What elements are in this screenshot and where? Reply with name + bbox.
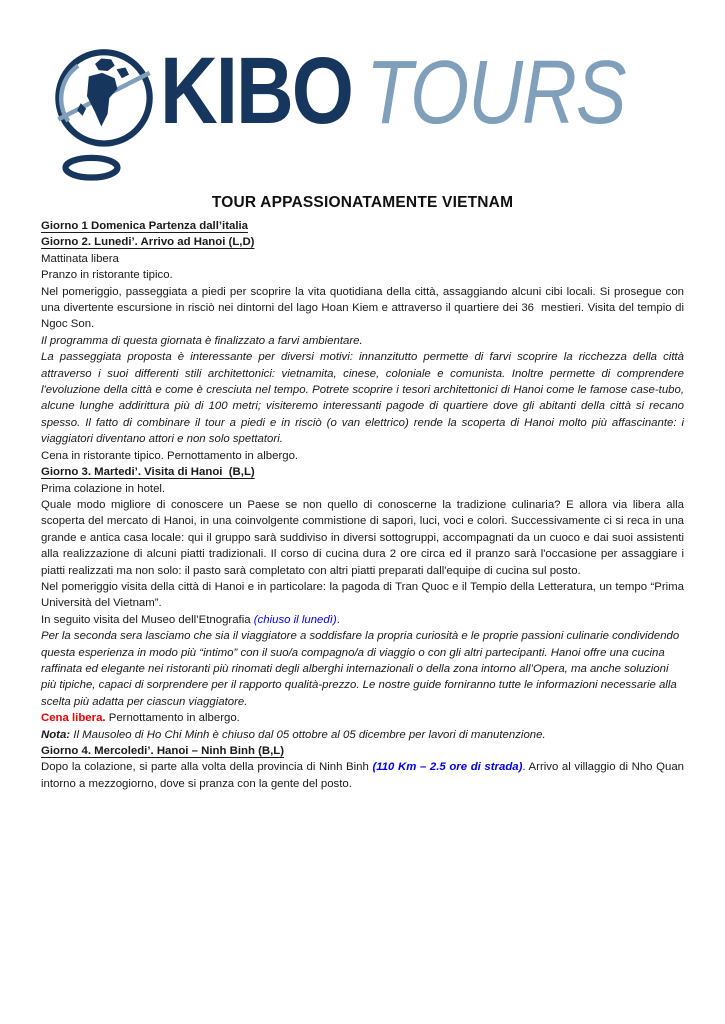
nota-label: Nota:: [41, 728, 71, 741]
brand-kibo: KIBO: [160, 38, 352, 144]
day3-afternoon-paragraph: Nel pomeriggio visita della città di Hanoi e in particolare: la pagoda di Tran Quoc e il Tempio della Letteratura, un tempo “Prima Università del Vietnam”.: [41, 580, 688, 610]
day4-heading: Giorno 4. Mercoledi’. Hanoi – Ninh Binh (B,L): [41, 745, 285, 757]
day3-breakfast-line: Prima colazione in hotel.: [41, 482, 166, 495]
day2-heading: Giorno 2. Lunedi’. Arrivo ad Hanoi (L,D): [41, 236, 255, 249]
distance-highlight: (110 Km – 2.5 ore di strada): [372, 761, 523, 774]
kibo-tours-logo: [0, 38, 725, 182]
free-dinner-highlight: Cena libera.: [41, 712, 106, 725]
day2-afternoon-paragraph: Nel pomeriggio, passeggiata a piedi per scoprire la vita quotidiana della città, assaggiando alcuni cibi locali. Si prosegue con una divertente escursione in risciò nei dintorni del lago Hoan Kiem e attraverso il quartiere dei 36 mestieri. Visita del tempio di Ngoc Son.: [41, 285, 688, 331]
nota-text: Il Mausoleo di Ho Chi Minh è chiuso dal 05 ottobre al 05 dicembre per lavori di manutenzione.: [70, 728, 546, 741]
day3-market-paragraph: Quale modo migliore di conoscere un Paese se non quello di conoscerne la tradizione culinaria? E allora via libera alla scoperta del mercato di Hanoi, in una coinvolgente commistione di sapori, luci, voci e colori. Successivamente ci si reca in una grande e antica casa locale: qui il gruppo sarà suddiviso in diversi sottogruppi, accompagnati da un cuoco e dai suoi assistenti alla realizzazione di alcuni piatti tradizionali. Il corso di cucina dura 2 ore circa ed il pranzo sarà l'occasione per assaggiare i piatti realizzati ma non solo: il pasto sarà completato con altri piatti preparati dall'equipe di cucina sul posto.: [41, 498, 688, 577]
day3-heading: Giorno 3. Martedi’. Visita di Hanoi (B,L): [41, 466, 255, 479]
museum-period: .: [336, 613, 340, 626]
day4-paragraph: [41, 759, 688, 792]
day1-heading: Giorno 1 Domenica Partenza dall’italia: [41, 220, 248, 232]
day3-museum-line: [41, 612, 684, 628]
globe-icon: [48, 46, 160, 182]
day2-note-body: La passeggiata proposta è interessante per diversi motivi: innanzitutto permette di farvi scoprire la ricchezza della città attraverso i suoi differenti stili architettonici: vietnamita, cinese, coloniale e comunista. Inoltre permette di comprendere l'evoluzione della città e come è cresciuta nel tempo. Potrete scoprire i tesori architettonici di Hanoi come le famose case-tubo, alcune lunghe addirittura più di 100 metri; visiteremo interessanti pagode di quartiere dove gli abitanti della città si recano spesso. Il fatto di combinare il tour a piedi e in risciò (o van elettrico) rende la scoperta di Hanoi molto più affascinante: i viaggiatori diventano attori e non solo spettatori.: [41, 351, 688, 446]
page-title: TOUR APPASSIONATAMENTE VIETNAM: [211, 194, 514, 211]
day2-lunch-line: Pranzo in ristorante tipico.: [41, 269, 173, 282]
day2-morning-line: Mattinata libera: [41, 252, 119, 265]
museum-text: In seguito visita del Museo dell’Etnografia: [41, 613, 254, 626]
day2-note-intro: Il programma di questa giornata è finalizzato a farvi ambientare.: [41, 334, 363, 347]
day3-evening-paragraph: Per la seconda sera lasciamo che sia il viaggiatore a soddisfare la propria curiosità e le proprie passioni culinarie condividendo questa esperienza in modo più “intimo” con il suo/a compagno/a di viaggio o con gli altri partecipanti. Hanoi offre una cucina raffinata ed elegante nei ristoranti più rinomati degli alberghi internazionali o della zona intorno all’Opera, ma anche soluzioni più tipiche, capaci di sorprendere per il rapporto qualità-prezzo. Le nostre guide forniranno tutte le informazioni necessarie alla scelta più adatta per ciascun viaggiatore.: [41, 630, 683, 708]
day4-text: Dopo la colazione, si parte alla volta della provincia di Ninh Binh: [41, 761, 373, 774]
day2-dinner-line: Cena in ristorante tipico. Pernottamento in albergo.: [41, 449, 299, 462]
day3-dinner-line: [41, 710, 684, 726]
brand-tours: TOURS: [366, 42, 626, 144]
overnight-text: Pernottamento in albergo.: [105, 712, 240, 725]
document-body: [0, 218, 725, 792]
brand-wordmark: [160, 38, 626, 144]
closed-monday-note: (chiuso il lunedì): [253, 613, 337, 626]
day4-text-end: . Arrivo al villaggio di Nho Quan intorno a mezzogiorno, dove si pranza con la gente del posto.: [41, 761, 688, 790]
nota-line: [41, 727, 684, 743]
